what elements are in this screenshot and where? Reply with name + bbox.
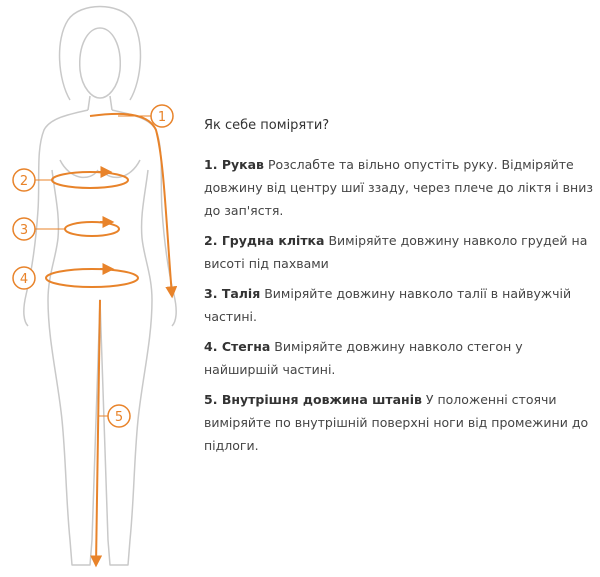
marker-1 — [118, 105, 173, 127]
step-text: Виміряйте довжину навколо стегон у найширшій частині. — [204, 339, 523, 377]
hips-measure-line — [46, 269, 138, 287]
measurement-instructions — [204, 118, 596, 464]
waist-measure-line — [65, 222, 119, 236]
svg-text:4: 4 — [19, 272, 29, 287]
marker-3 — [13, 218, 65, 240]
svg-text:1: 1 — [157, 110, 167, 125]
step-text: Виміряйте довжину навколо талії в найвужчій частині. — [204, 286, 572, 324]
marker-5 — [98, 405, 130, 427]
step-waist — [204, 282, 596, 328]
svg-text:2: 2 — [19, 174, 29, 189]
step-heading: 3. Талія — [204, 286, 261, 301]
measurement-lines — [46, 114, 172, 565]
step-sleeve — [204, 153, 596, 222]
step-heading: 5. Внутрішня довжина штанів — [204, 392, 422, 407]
step-text: Виміряйте довжину навколо грудей на висоті під пахвами — [204, 233, 588, 271]
svg-text:5: 5 — [114, 410, 124, 425]
svg-text:3: 3 — [19, 223, 29, 238]
marker-2 — [13, 169, 52, 191]
step-text: Розслабте та вільно опустіть руку. Відміряйте довжину від центру шиї ззаду, через плече до ліктя і вниз до зап'ястя. — [204, 157, 593, 218]
page-title: Як себе поміряти? — [204, 118, 330, 133]
step-chest — [204, 229, 596, 275]
body-measurement-figure — [0, 0, 200, 577]
chest-measure-line — [52, 172, 128, 188]
step-heading: 2. Грудна клітка — [204, 233, 325, 248]
step-heading: 4. Стегна — [204, 339, 271, 354]
step-hips — [204, 335, 596, 381]
step-inseam — [204, 388, 596, 457]
marker-4 — [13, 267, 35, 289]
step-heading: 1. Рукав — [204, 157, 264, 172]
step-text: У положенні стоячи виміряйте по внутрішній поверхні ноги від промежини до підлоги. — [204, 392, 589, 453]
body-outline — [24, 7, 176, 566]
